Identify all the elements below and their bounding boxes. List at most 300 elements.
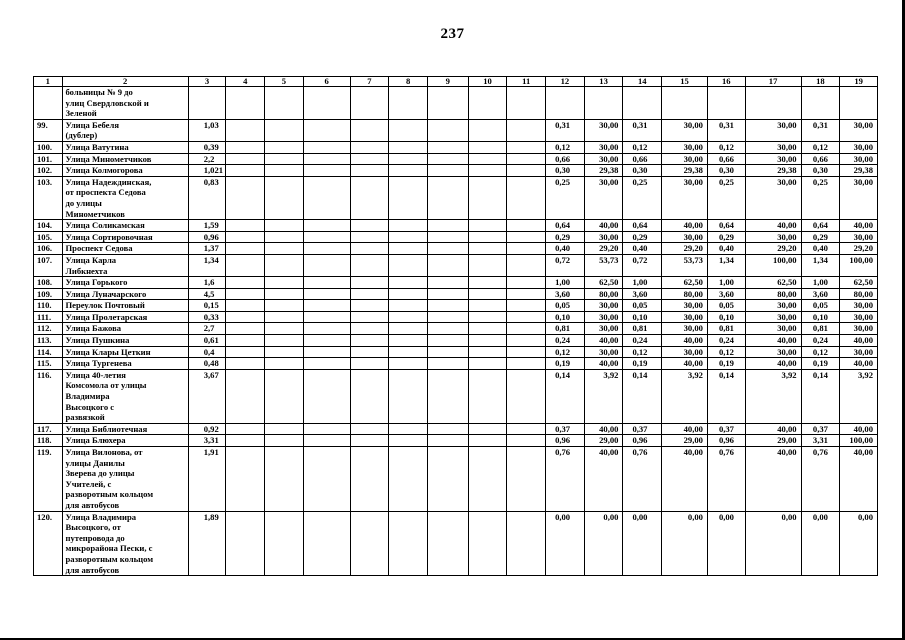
value-cell-col-15: 30,00 — [662, 323, 708, 335]
value-cell-col-14: 0,72 — [623, 254, 662, 276]
value-cell-col-14: 0,12 — [623, 346, 662, 358]
value-cell-col-13: 30,00 — [584, 300, 623, 312]
column-header: 6 — [303, 77, 350, 87]
value-cell-col-7 — [350, 165, 389, 177]
length-cell: 1,34 — [188, 254, 226, 276]
value-cell-col-16: 0,81 — [707, 323, 745, 335]
value-cell-col-18: 0,05 — [801, 300, 840, 312]
value-cell-col-11 — [507, 254, 546, 276]
value-cell-col-13: 0,00 — [584, 511, 623, 576]
table-row — [34, 119, 878, 141]
row-number-cell: 106. — [34, 243, 63, 255]
value-cell-col-6 — [303, 311, 350, 323]
row-number-cell: 103. — [34, 176, 63, 219]
value-cell-col-15: 30,00 — [662, 346, 708, 358]
value-cell-col-15 — [662, 87, 708, 120]
value-cell-col-19: 80,00 — [840, 288, 878, 300]
value-cell-col-12: 0,40 — [546, 243, 585, 255]
value-cell-col-16 — [707, 87, 745, 120]
value-cell-col-19: 29,20 — [840, 243, 878, 255]
value-cell-col-8 — [389, 423, 428, 435]
value-cell-col-10 — [468, 311, 507, 323]
value-cell-col-16: 0,00 — [707, 511, 745, 576]
value-cell-col-9 — [427, 323, 468, 335]
value-cell-col-14: 0,10 — [623, 311, 662, 323]
length-cell: 0,61 — [188, 335, 226, 347]
value-cell-col-17: 40,00 — [745, 358, 801, 370]
street-name-cell: Проспект Седова — [62, 243, 188, 255]
value-cell-col-8 — [389, 511, 428, 576]
column-header: 10 — [468, 77, 507, 87]
value-cell-col-13: 30,00 — [584, 176, 623, 219]
length-cell: 0,92 — [188, 423, 226, 435]
value-cell-col-6 — [303, 369, 350, 423]
value-cell-col-12: 0,10 — [546, 311, 585, 323]
value-cell-col-19: 30,00 — [840, 153, 878, 165]
row-number-cell: 109. — [34, 288, 63, 300]
length-cell: 1,6 — [188, 277, 226, 289]
street-name-cell: Улица Соликамская — [62, 220, 188, 232]
street-name-cell: Улица Библиотечная — [62, 423, 188, 435]
column-header: 3 — [188, 77, 226, 87]
value-cell-col-7 — [350, 323, 389, 335]
value-cell-col-13 — [584, 87, 623, 120]
value-cell-col-12: 0,14 — [546, 369, 585, 423]
value-cell-col-11 — [507, 288, 546, 300]
table-row — [34, 346, 878, 358]
value-cell-col-16: 0,96 — [707, 435, 745, 447]
length-cell: 0,33 — [188, 311, 226, 323]
value-cell-col-19: 40,00 — [840, 358, 878, 370]
value-cell-col-17: 30,00 — [745, 300, 801, 312]
row-number-cell: 107. — [34, 254, 63, 276]
row-number-cell: 120. — [34, 511, 63, 576]
value-cell-col-19: 30,00 — [840, 311, 878, 323]
value-cell-col-10 — [468, 277, 507, 289]
street-name-cell: Улица Бажова — [62, 323, 188, 335]
table-row — [34, 358, 878, 370]
value-cell-col-13: 30,00 — [584, 141, 623, 153]
value-cell-col-18: 3,31 — [801, 435, 840, 447]
row-number-cell: 113. — [34, 335, 63, 347]
value-cell-col-4 — [226, 288, 265, 300]
value-cell-col-15: 40,00 — [662, 423, 708, 435]
table-row — [34, 423, 878, 435]
value-cell-col-14: 0,37 — [623, 423, 662, 435]
value-cell-col-5 — [265, 119, 304, 141]
value-cell-col-7 — [350, 119, 389, 141]
value-cell-col-6 — [303, 447, 350, 512]
value-cell-col-7 — [350, 277, 389, 289]
value-cell-col-4 — [226, 254, 265, 276]
value-cell-col-17: 30,00 — [745, 311, 801, 323]
value-cell-col-17: 40,00 — [745, 447, 801, 512]
value-cell-col-15: 30,00 — [662, 300, 708, 312]
street-name-cell: Улица 40-летия Комсомола от улицы Владимира Высоцкого с развязкой — [62, 369, 188, 423]
value-cell-col-11 — [507, 153, 546, 165]
value-cell-col-5 — [265, 300, 304, 312]
value-cell-col-10 — [468, 141, 507, 153]
value-cell-col-8 — [389, 311, 428, 323]
value-cell-col-16: 0,10 — [707, 311, 745, 323]
column-header: 13 — [584, 77, 623, 87]
value-cell-col-14: 0,05 — [623, 300, 662, 312]
value-cell-col-10 — [468, 165, 507, 177]
value-cell-col-6 — [303, 423, 350, 435]
value-cell-col-10 — [468, 358, 507, 370]
value-cell-col-16: 3,60 — [707, 288, 745, 300]
value-cell-col-16: 0,05 — [707, 300, 745, 312]
value-cell-col-18: 0,76 — [801, 447, 840, 512]
value-cell-col-12 — [546, 87, 585, 120]
value-cell-col-17: 40,00 — [745, 335, 801, 347]
value-cell-col-16: 0,14 — [707, 369, 745, 423]
value-cell-col-11 — [507, 435, 546, 447]
value-cell-col-17: 0,00 — [745, 511, 801, 576]
value-cell-col-15: 80,00 — [662, 288, 708, 300]
street-name-cell: Улица Карла Либкнехта — [62, 254, 188, 276]
value-cell-col-10 — [468, 335, 507, 347]
value-cell-col-13: 3,92 — [584, 369, 623, 423]
value-cell-col-14: 0,96 — [623, 435, 662, 447]
value-cell-col-8 — [389, 254, 428, 276]
value-cell-col-17: 29,20 — [745, 243, 801, 255]
column-header: 19 — [840, 77, 878, 87]
value-cell-col-8 — [389, 358, 428, 370]
street-name-cell: Улица Владимира Высоцкого, от путепровода до микрорайона Пески, с разворотным кольцом для автобусов — [62, 511, 188, 576]
street-name-cell: Улица Вилонова, от улицы Данилы Зверева до улицы Учителей, с разворотным кольцом для автобусов — [62, 447, 188, 512]
value-cell-col-15: 0,00 — [662, 511, 708, 576]
value-cell-col-14: 0,81 — [623, 323, 662, 335]
value-cell-col-10 — [468, 176, 507, 219]
value-cell-col-16: 0,24 — [707, 335, 745, 347]
value-cell-col-13: 53,73 — [584, 254, 623, 276]
value-cell-col-13: 40,00 — [584, 335, 623, 347]
value-cell-col-11 — [507, 311, 546, 323]
value-cell-col-18: 1,00 — [801, 277, 840, 289]
value-cell-col-10 — [468, 369, 507, 423]
value-cell-col-11 — [507, 87, 546, 120]
value-cell-col-15: 30,00 — [662, 311, 708, 323]
value-cell-col-4 — [226, 141, 265, 153]
length-cell: 1,021 — [188, 165, 226, 177]
value-cell-col-18: 0,12 — [801, 141, 840, 153]
value-cell-col-11 — [507, 358, 546, 370]
value-cell-col-9 — [427, 346, 468, 358]
value-cell-col-13: 30,00 — [584, 231, 623, 243]
row-number-cell — [34, 87, 63, 120]
table-row — [34, 277, 878, 289]
value-cell-col-6 — [303, 323, 350, 335]
value-cell-col-9 — [427, 300, 468, 312]
street-name-cell: Улица Луначарского — [62, 288, 188, 300]
value-cell-col-18: 0,14 — [801, 369, 840, 423]
table-row — [34, 141, 878, 153]
street-name-cell: Улица Колмогорова — [62, 165, 188, 177]
length-cell: 2,2 — [188, 153, 226, 165]
value-cell-col-14: 0,76 — [623, 447, 662, 512]
street-name-cell: Улица Горького — [62, 277, 188, 289]
value-cell-col-15: 30,00 — [662, 153, 708, 165]
value-cell-col-16: 1,34 — [707, 254, 745, 276]
value-cell-col-13: 30,00 — [584, 153, 623, 165]
value-cell-col-7 — [350, 435, 389, 447]
value-cell-col-18: 0,10 — [801, 311, 840, 323]
row-number-cell: 108. — [34, 277, 63, 289]
length-cell: 3,31 — [188, 435, 226, 447]
value-cell-col-4 — [226, 323, 265, 335]
value-cell-col-17: 30,00 — [745, 346, 801, 358]
value-cell-col-19: 30,00 — [840, 176, 878, 219]
value-cell-col-9 — [427, 369, 468, 423]
table-row — [34, 243, 878, 255]
value-cell-col-18: 0,64 — [801, 220, 840, 232]
street-name-cell: больницы № 9 до улиц Свердловской и Зеленой — [62, 87, 188, 120]
value-cell-col-4 — [226, 447, 265, 512]
value-cell-col-13: 30,00 — [584, 311, 623, 323]
table-row — [34, 369, 878, 423]
value-cell-col-12: 0,30 — [546, 165, 585, 177]
street-name-cell: Улица Тургенева — [62, 358, 188, 370]
value-cell-col-12: 0,24 — [546, 335, 585, 347]
value-cell-col-11 — [507, 277, 546, 289]
value-cell-col-15: 30,00 — [662, 231, 708, 243]
value-cell-col-6 — [303, 511, 350, 576]
value-cell-col-8 — [389, 165, 428, 177]
value-cell-col-6 — [303, 176, 350, 219]
row-number-cell: 115. — [34, 358, 63, 370]
column-header: 5 — [265, 77, 304, 87]
value-cell-col-5 — [265, 87, 304, 120]
value-cell-col-8 — [389, 435, 428, 447]
length-cell: 2,7 — [188, 323, 226, 335]
value-cell-col-12: 0,31 — [546, 119, 585, 141]
value-cell-col-7 — [350, 511, 389, 576]
value-cell-col-10 — [468, 423, 507, 435]
value-cell-col-19: 29,38 — [840, 165, 878, 177]
value-cell-col-15: 40,00 — [662, 447, 708, 512]
value-cell-col-5 — [265, 447, 304, 512]
value-cell-col-19: 0,00 — [840, 511, 878, 576]
value-cell-col-13: 30,00 — [584, 323, 623, 335]
value-cell-col-17: 40,00 — [745, 220, 801, 232]
street-name-cell: Улица Ватутина — [62, 141, 188, 153]
value-cell-col-7 — [350, 141, 389, 153]
street-name-cell: Улица Надеждинская, от проспекта Седова до улицы Минометчиков — [62, 176, 188, 219]
value-cell-col-15: 53,73 — [662, 254, 708, 276]
column-header: 18 — [801, 77, 840, 87]
column-header: 12 — [546, 77, 585, 87]
value-cell-col-19: 30,00 — [840, 119, 878, 141]
value-cell-col-13: 30,00 — [584, 346, 623, 358]
value-cell-col-19: 30,00 — [840, 300, 878, 312]
row-number-cell: 101. — [34, 153, 63, 165]
table-header-row — [34, 77, 878, 87]
value-cell-col-14: 0,31 — [623, 119, 662, 141]
value-cell-col-5 — [265, 141, 304, 153]
value-cell-col-6 — [303, 87, 350, 120]
value-cell-col-10 — [468, 300, 507, 312]
row-number-cell: 110. — [34, 300, 63, 312]
value-cell-col-4 — [226, 119, 265, 141]
value-cell-col-5 — [265, 231, 304, 243]
value-cell-col-5 — [265, 423, 304, 435]
value-cell-col-11 — [507, 243, 546, 255]
value-cell-col-14: 0,12 — [623, 141, 662, 153]
value-cell-col-7 — [350, 358, 389, 370]
value-cell-col-15: 29,38 — [662, 165, 708, 177]
value-cell-col-15: 29,20 — [662, 243, 708, 255]
value-cell-col-9 — [427, 153, 468, 165]
value-cell-col-6 — [303, 220, 350, 232]
value-cell-col-11 — [507, 165, 546, 177]
value-cell-col-7 — [350, 423, 389, 435]
value-cell-col-8 — [389, 277, 428, 289]
value-cell-col-13: 29,20 — [584, 243, 623, 255]
value-cell-col-15: 40,00 — [662, 220, 708, 232]
table-row — [34, 511, 878, 576]
value-cell-col-12: 0,05 — [546, 300, 585, 312]
value-cell-col-4 — [226, 153, 265, 165]
value-cell-col-8 — [389, 87, 428, 120]
value-cell-col-5 — [265, 288, 304, 300]
value-cell-col-17: 3,92 — [745, 369, 801, 423]
value-cell-col-19: 100,00 — [840, 435, 878, 447]
value-cell-col-17: 30,00 — [745, 231, 801, 243]
value-cell-col-9 — [427, 119, 468, 141]
value-cell-col-10 — [468, 435, 507, 447]
value-cell-col-18 — [801, 87, 840, 120]
value-cell-col-14: 0,00 — [623, 511, 662, 576]
value-cell-col-16: 0,19 — [707, 358, 745, 370]
value-cell-col-6 — [303, 254, 350, 276]
value-cell-col-10 — [468, 220, 507, 232]
value-cell-col-7 — [350, 447, 389, 512]
length-cell: 0,96 — [188, 231, 226, 243]
table-row — [34, 87, 878, 120]
value-cell-col-8 — [389, 141, 428, 153]
value-cell-col-9 — [427, 435, 468, 447]
value-cell-col-6 — [303, 153, 350, 165]
table-row — [34, 153, 878, 165]
value-cell-col-7 — [350, 346, 389, 358]
column-header: 7 — [350, 77, 389, 87]
value-cell-col-11 — [507, 323, 546, 335]
value-cell-col-10 — [468, 254, 507, 276]
value-cell-col-6 — [303, 288, 350, 300]
value-cell-col-10 — [468, 447, 507, 512]
value-cell-col-17: 30,00 — [745, 141, 801, 153]
value-cell-col-9 — [427, 231, 468, 243]
value-cell-col-12: 0,37 — [546, 423, 585, 435]
value-cell-col-9 — [427, 511, 468, 576]
value-cell-col-19: 3,92 — [840, 369, 878, 423]
row-number-cell: 114. — [34, 346, 63, 358]
value-cell-col-10 — [468, 119, 507, 141]
value-cell-col-15: 62,50 — [662, 277, 708, 289]
value-cell-col-6 — [303, 335, 350, 347]
value-cell-col-19: 100,00 — [840, 254, 878, 276]
value-cell-col-9 — [427, 165, 468, 177]
value-cell-col-15: 30,00 — [662, 119, 708, 141]
value-cell-col-11 — [507, 220, 546, 232]
value-cell-col-6 — [303, 243, 350, 255]
value-cell-col-4 — [226, 423, 265, 435]
value-cell-col-19: 40,00 — [840, 447, 878, 512]
column-header: 2 — [62, 77, 188, 87]
value-cell-col-15: 30,00 — [662, 176, 708, 219]
length-cell: 1,89 — [188, 511, 226, 576]
value-cell-col-18: 3,60 — [801, 288, 840, 300]
value-cell-col-18: 1,34 — [801, 254, 840, 276]
value-cell-col-14: 0,30 — [623, 165, 662, 177]
page-number: 237 — [440, 26, 465, 42]
value-cell-col-16: 0,64 — [707, 220, 745, 232]
value-cell-col-11 — [507, 141, 546, 153]
street-name-cell: Улица Клары Цеткин — [62, 346, 188, 358]
value-cell-col-4 — [226, 369, 265, 423]
value-cell-col-19: 40,00 — [840, 423, 878, 435]
length-cell: 1,03 — [188, 119, 226, 141]
value-cell-col-4 — [226, 346, 265, 358]
value-cell-col-7 — [350, 311, 389, 323]
value-cell-col-18: 0,19 — [801, 358, 840, 370]
row-number-cell: 119. — [34, 447, 63, 512]
value-cell-col-8 — [389, 346, 428, 358]
value-cell-col-16: 0,40 — [707, 243, 745, 255]
value-cell-col-17: 30,00 — [745, 323, 801, 335]
value-cell-col-8 — [389, 447, 428, 512]
value-cell-col-6 — [303, 358, 350, 370]
value-cell-col-14: 0,19 — [623, 358, 662, 370]
value-cell-col-5 — [265, 511, 304, 576]
value-cell-col-16: 0,29 — [707, 231, 745, 243]
value-cell-col-13: 40,00 — [584, 423, 623, 435]
value-cell-col-14: 0,24 — [623, 335, 662, 347]
value-cell-col-9 — [427, 311, 468, 323]
value-cell-col-8 — [389, 369, 428, 423]
value-cell-col-10 — [468, 153, 507, 165]
value-cell-col-12: 0,00 — [546, 511, 585, 576]
value-cell-col-8 — [389, 300, 428, 312]
value-cell-col-16: 0,31 — [707, 119, 745, 141]
value-cell-col-4 — [226, 243, 265, 255]
value-cell-col-5 — [265, 369, 304, 423]
length-cell — [188, 87, 226, 120]
value-cell-col-17: 30,00 — [745, 153, 801, 165]
value-cell-col-5 — [265, 346, 304, 358]
value-cell-col-12: 0,29 — [546, 231, 585, 243]
value-cell-col-7 — [350, 220, 389, 232]
value-cell-col-6 — [303, 231, 350, 243]
value-cell-col-19: 40,00 — [840, 335, 878, 347]
value-cell-col-4 — [226, 358, 265, 370]
value-cell-col-6 — [303, 141, 350, 153]
value-cell-col-17: 40,00 — [745, 423, 801, 435]
row-number-cell: 104. — [34, 220, 63, 232]
value-cell-col-7 — [350, 288, 389, 300]
value-cell-col-7 — [350, 87, 389, 120]
row-number-cell: 117. — [34, 423, 63, 435]
value-cell-col-15: 40,00 — [662, 335, 708, 347]
value-cell-col-5 — [265, 165, 304, 177]
row-number-cell: 112. — [34, 323, 63, 335]
value-cell-col-9 — [427, 243, 468, 255]
table-row — [34, 220, 878, 232]
value-cell-col-8 — [389, 153, 428, 165]
value-cell-col-10 — [468, 243, 507, 255]
value-cell-col-12: 0,96 — [546, 435, 585, 447]
